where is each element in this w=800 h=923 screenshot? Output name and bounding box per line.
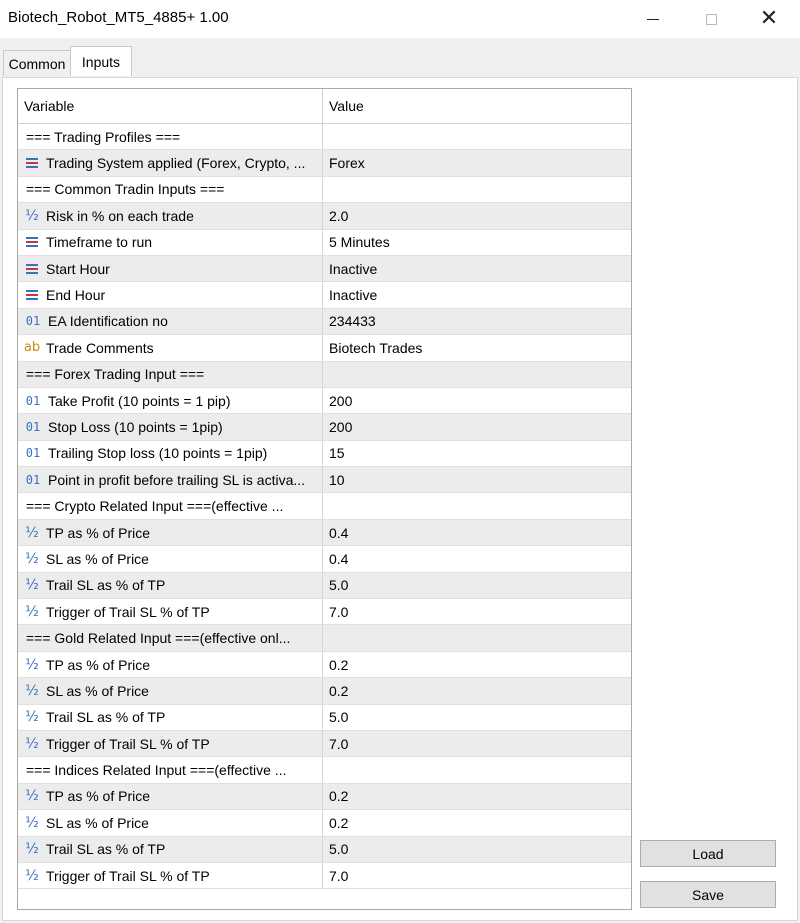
fraction-half-icon: ½ bbox=[25, 841, 39, 858]
value-cell[interactable]: Inactive bbox=[329, 287, 378, 304]
variable-label: Trailing Stop loss (10 points = 1pip) bbox=[48, 445, 268, 462]
variable-cell bbox=[18, 309, 323, 334]
variable-cell bbox=[18, 705, 323, 730]
table-row[interactable] bbox=[18, 520, 631, 546]
value-cell[interactable]: 5.0 bbox=[329, 841, 349, 858]
fraction-half-icon: ½ bbox=[25, 682, 39, 699]
value-cell[interactable] bbox=[323, 124, 631, 149]
save-button[interactable]: Save bbox=[640, 881, 776, 908]
table-body bbox=[18, 124, 631, 889]
fraction-half-icon: ½ bbox=[25, 577, 39, 594]
variable-cell bbox=[18, 546, 323, 571]
fraction-half-icon: ½ bbox=[25, 603, 39, 620]
column-header-value[interactable]: Value bbox=[329, 98, 364, 114]
integer-icon: 01 bbox=[25, 393, 41, 408]
value-cell[interactable]: 5.0 bbox=[329, 709, 349, 726]
variable-label: Trigger of Trail SL % of TP bbox=[46, 603, 210, 620]
variable-cell bbox=[18, 784, 323, 809]
variable-cell bbox=[18, 282, 323, 307]
maximize-icon bbox=[706, 14, 717, 25]
variable-label: === Crypto Related Input ===(effective ... bbox=[26, 498, 284, 515]
variable-cell bbox=[18, 757, 323, 782]
fraction-half-icon: ½ bbox=[25, 867, 39, 884]
table-row[interactable] bbox=[18, 546, 631, 572]
integer-icon: 01 bbox=[25, 314, 41, 329]
variable-label: Take Profit (10 points = 1 pip) bbox=[48, 392, 231, 409]
table-row[interactable] bbox=[18, 625, 631, 651]
variable-label: Stop Loss (10 points = 1pip) bbox=[48, 418, 223, 435]
maximize-button[interactable] bbox=[688, 0, 734, 38]
variable-cell bbox=[18, 678, 323, 703]
enum-list-icon bbox=[24, 234, 40, 250]
table-row[interactable] bbox=[18, 335, 631, 361]
variable-cell bbox=[18, 230, 323, 255]
variable-cell bbox=[18, 493, 323, 518]
value-cell[interactable]: 200 bbox=[329, 392, 353, 409]
table-row[interactable] bbox=[18, 124, 631, 150]
fraction-half-icon: ½ bbox=[25, 814, 39, 831]
enum-list-icon bbox=[24, 155, 40, 171]
table-row[interactable] bbox=[18, 309, 631, 335]
integer-icon: 01 bbox=[25, 446, 41, 461]
variable-label: === Indices Related Input ===(effective ... bbox=[26, 762, 287, 779]
table-row[interactable] bbox=[18, 441, 631, 467]
variable-label: Trading System applied (Forex, Crypto, ... bbox=[46, 155, 306, 172]
value-cell[interactable]: 0.2 bbox=[329, 788, 349, 805]
tab-common[interactable]: Common bbox=[3, 50, 71, 76]
variable-label: SL as % of Price bbox=[46, 682, 149, 699]
minimize-icon bbox=[647, 19, 659, 20]
value-cell[interactable] bbox=[323, 177, 631, 202]
close-icon: ✕ bbox=[759, 6, 779, 31]
column-header-variable[interactable]: Variable bbox=[18, 89, 323, 123]
value-cell[interactable]: 0.2 bbox=[329, 814, 349, 831]
variable-label: Point in profit before trailing SL is activa... bbox=[48, 471, 306, 488]
variable-label: Trail SL as % of TP bbox=[46, 709, 166, 726]
variable-label: TP as % of Price bbox=[46, 656, 151, 673]
value-cell[interactable]: 0.2 bbox=[329, 656, 349, 673]
variable-cell bbox=[18, 203, 323, 228]
fraction-half-icon: ½ bbox=[25, 735, 39, 752]
table-row[interactable] bbox=[18, 837, 631, 863]
table-row[interactable] bbox=[18, 573, 631, 599]
inputs-table bbox=[17, 88, 632, 910]
value-cell[interactable]: 2.0 bbox=[329, 207, 349, 224]
value-cell[interactable]: 200 bbox=[329, 418, 353, 435]
table-row[interactable] bbox=[18, 493, 631, 519]
value-cell[interactable]: 7.0 bbox=[329, 735, 349, 752]
table-row[interactable] bbox=[18, 414, 631, 440]
variable-cell bbox=[18, 441, 323, 466]
variable-cell bbox=[18, 810, 323, 835]
value-cell[interactable]: 0.4 bbox=[329, 550, 349, 567]
variable-cell bbox=[18, 124, 323, 149]
variable-cell bbox=[18, 335, 323, 360]
table-row[interactable] bbox=[18, 599, 631, 625]
table-row[interactable] bbox=[18, 731, 631, 757]
variable-cell bbox=[18, 573, 323, 598]
fraction-half-icon: ½ bbox=[25, 207, 39, 224]
inputs-panel bbox=[2, 77, 798, 921]
value-cell[interactable]: Biotech Trades bbox=[329, 339, 423, 356]
variable-label: Trigger of Trail SL % of TP bbox=[46, 735, 210, 752]
variable-label: TP as % of Price bbox=[46, 524, 151, 541]
value-cell[interactable] bbox=[323, 625, 631, 650]
tab-inputs[interactable]: Inputs bbox=[70, 46, 132, 76]
variable-label: === Trading Profiles === bbox=[26, 128, 181, 145]
integer-icon: 01 bbox=[25, 472, 41, 487]
close-button[interactable] bbox=[746, 0, 792, 38]
tab-strip bbox=[0, 38, 800, 78]
enum-list-icon bbox=[24, 261, 40, 277]
minimize-button[interactable] bbox=[630, 0, 676, 38]
value-cell[interactable] bbox=[323, 757, 631, 782]
variable-label: Trade Comments bbox=[46, 339, 154, 356]
fraction-half-icon: ½ bbox=[25, 550, 39, 567]
variable-cell bbox=[18, 467, 323, 492]
table-row[interactable] bbox=[18, 203, 631, 229]
window-title: Biotech_Robot_MT5_4885+ 1.00 bbox=[8, 9, 229, 26]
variable-label: SL as % of Price bbox=[46, 814, 149, 831]
table-row[interactable] bbox=[18, 362, 631, 388]
variable-cell bbox=[18, 599, 323, 624]
variable-cell bbox=[18, 652, 323, 677]
variable-label: === Forex Trading Input === bbox=[26, 366, 205, 383]
variable-label: Trail SL as % of TP bbox=[46, 841, 166, 858]
table-row[interactable] bbox=[18, 757, 631, 783]
title-bar bbox=[0, 0, 800, 38]
table-row[interactable] bbox=[18, 150, 631, 176]
enum-list-icon bbox=[24, 287, 40, 303]
table-row[interactable] bbox=[18, 282, 631, 308]
variable-label: TP as % of Price bbox=[46, 788, 151, 805]
table-row[interactable] bbox=[18, 652, 631, 678]
variable-cell bbox=[18, 863, 323, 888]
variable-label: Trail SL as % of TP bbox=[46, 577, 166, 594]
value-cell[interactable]: 7.0 bbox=[329, 603, 349, 620]
value-cell[interactable]: 15 bbox=[329, 445, 345, 462]
value-cell[interactable]: 234433 bbox=[329, 313, 376, 330]
table-header bbox=[18, 89, 631, 124]
table-row[interactable] bbox=[18, 467, 631, 493]
fraction-half-icon: ½ bbox=[25, 709, 39, 726]
table-row[interactable] bbox=[18, 784, 631, 810]
variable-label: Start Hour bbox=[46, 260, 110, 277]
value-cell[interactable]: 5 Minutes bbox=[329, 234, 390, 251]
variable-cell bbox=[18, 362, 323, 387]
variable-label: End Hour bbox=[46, 287, 106, 304]
variable-cell bbox=[18, 731, 323, 756]
integer-icon: 01 bbox=[25, 419, 41, 434]
value-cell[interactable]: 7.0 bbox=[329, 867, 349, 884]
table-row[interactable] bbox=[18, 388, 631, 414]
table-row[interactable] bbox=[18, 177, 631, 203]
fraction-half-icon: ½ bbox=[25, 656, 39, 673]
variable-label: Timeframe to run bbox=[46, 234, 153, 251]
variable-cell bbox=[18, 388, 323, 413]
table-row[interactable] bbox=[18, 705, 631, 731]
table-row[interactable] bbox=[18, 810, 631, 836]
fraction-half-icon: ½ bbox=[25, 524, 39, 541]
table-row[interactable] bbox=[18, 256, 631, 282]
variable-label: === Gold Related Input ===(effective onl... bbox=[26, 630, 291, 647]
value-cell[interactable] bbox=[323, 362, 631, 387]
value-cell[interactable]: Inactive bbox=[329, 260, 378, 277]
value-cell[interactable]: Forex bbox=[329, 155, 365, 172]
string-icon: ab bbox=[23, 340, 41, 356]
load-button[interactable]: Load bbox=[640, 840, 776, 867]
variable-cell bbox=[18, 414, 323, 439]
variable-cell bbox=[18, 150, 323, 175]
fraction-half-icon: ½ bbox=[25, 788, 39, 805]
variable-label: EA Identification no bbox=[48, 313, 168, 330]
table-row[interactable] bbox=[18, 863, 631, 889]
variable-label: Risk in % on each trade bbox=[46, 207, 194, 224]
variable-cell bbox=[18, 837, 323, 862]
variable-cell bbox=[18, 520, 323, 545]
variable-cell bbox=[18, 625, 323, 650]
variable-cell bbox=[18, 256, 323, 281]
table-row[interactable] bbox=[18, 678, 631, 704]
value-cell[interactable]: 5.0 bbox=[329, 577, 349, 594]
variable-label: Trigger of Trail SL % of TP bbox=[46, 867, 210, 884]
variable-cell bbox=[18, 177, 323, 202]
variable-label: SL as % of Price bbox=[46, 550, 149, 567]
variable-label: === Common Tradin Inputs === bbox=[26, 181, 225, 198]
value-cell[interactable]: 0.2 bbox=[329, 682, 349, 699]
value-cell[interactable] bbox=[323, 493, 631, 518]
value-cell[interactable]: 0.4 bbox=[329, 524, 349, 541]
table-row[interactable] bbox=[18, 230, 631, 256]
value-cell[interactable]: 10 bbox=[329, 471, 345, 488]
